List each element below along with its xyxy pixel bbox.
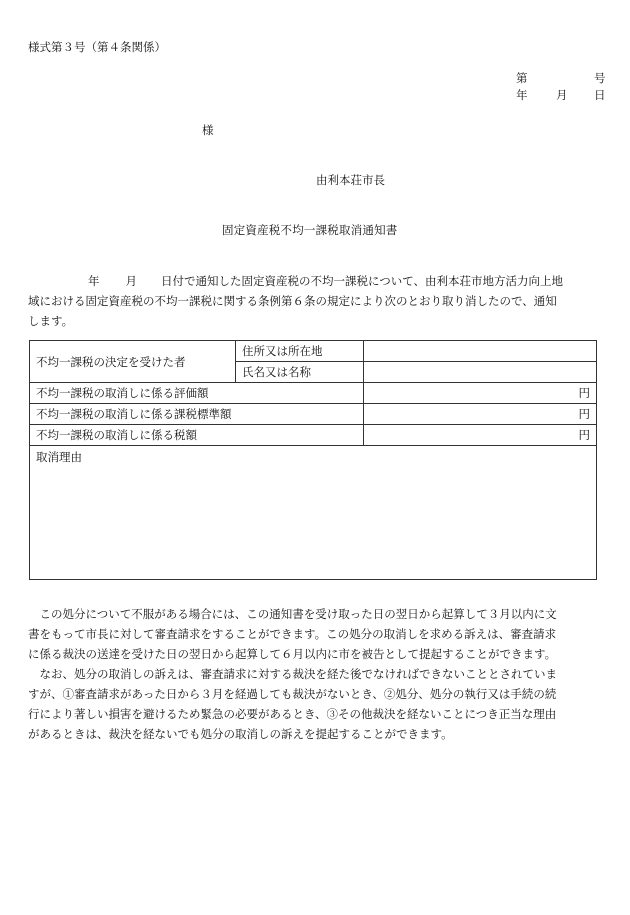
- address-label: 住所又は所在地: [236, 341, 364, 362]
- notice-line: すが、①審査請求があった日から３月を経過しても裁決がないとき、②処分、処分の執行又は手続の続: [28, 687, 557, 701]
- intro-line-2: 域における固定資産税の不均一課税に関する条例第６条の規定により次のとおり取り消したので、通知: [28, 294, 557, 308]
- table-row: [30, 341, 597, 362]
- recipient-label: 不均一課税の決定を受けた者: [30, 341, 236, 383]
- sender-name: 由利本荘市長: [316, 173, 385, 187]
- intro-line-3: します。: [28, 314, 74, 328]
- assessed-value-unit: 円: [364, 383, 597, 404]
- intro-line-1: [28, 271, 600, 291]
- document-title: 固定資産税不均一課税取消通知書: [222, 223, 398, 237]
- document-number-suffix: 号: [594, 71, 606, 85]
- assessed-value-label: 不均一課税の取消しに係る評価額: [30, 383, 364, 404]
- date-month-label: 月: [556, 88, 568, 102]
- tax-amount-label: 不均一課税の取消しに係る税額: [30, 425, 364, 446]
- intro-month-label: 月: [125, 274, 137, 288]
- notice-line: 書をもって市長に対して審査請求をすることができます。この処分の取消しを求める訴えは、審査請求: [28, 627, 557, 641]
- notice-line: 行により著しい損害を避けるため緊急の必要があるとき、③その他裁決を経ないことにつき正当な理由: [28, 707, 557, 721]
- notice-line: なお、処分の取消しの訴えは、審査請求に対する裁決を経た後でなければできないこととされていま: [28, 667, 557, 681]
- cancellation-info-table: [29, 340, 597, 580]
- intro-day-text: 日付で通知した固定資産税の不均一課税について、由利本荘市地方活力向上地: [161, 274, 564, 288]
- appeal-notice: [28, 604, 600, 744]
- name-label: 氏名又は名称: [236, 362, 364, 383]
- date-day-label: 日: [594, 88, 606, 102]
- intro-paragraph: [28, 271, 600, 331]
- table-row: [30, 425, 597, 446]
- addressee-honorific: 様: [202, 123, 214, 137]
- table-row: [30, 404, 597, 425]
- table-row: [30, 446, 597, 580]
- table-row: [30, 383, 597, 404]
- tax-amount-unit: 円: [364, 425, 597, 446]
- cancellation-reason: 取消理由: [30, 446, 597, 580]
- document-number-prefix: 第: [516, 71, 528, 85]
- intro-year-label: 年: [88, 274, 100, 288]
- notice-line: があるときは、裁決を経ないでも処分の取消しの訴えを提起することができます。: [28, 727, 453, 741]
- notice-line: に係る裁決の送達を受けた日の翌日から起算して６月以内に市を被告として提起することができます。: [28, 647, 557, 661]
- tax-base-unit: 円: [364, 404, 597, 425]
- name-value: [364, 362, 597, 383]
- notice-line: この処分について不服がある場合には、この通知書を受け取った日の翌日から起算して３月以内に文: [28, 607, 557, 621]
- tax-base-label: 不均一課税の取消しに係る課税標準額: [30, 404, 364, 425]
- date-year-label: 年: [516, 88, 528, 102]
- form-number: 様式第３号（第４条関係）: [28, 40, 166, 54]
- address-value: [364, 341, 597, 362]
